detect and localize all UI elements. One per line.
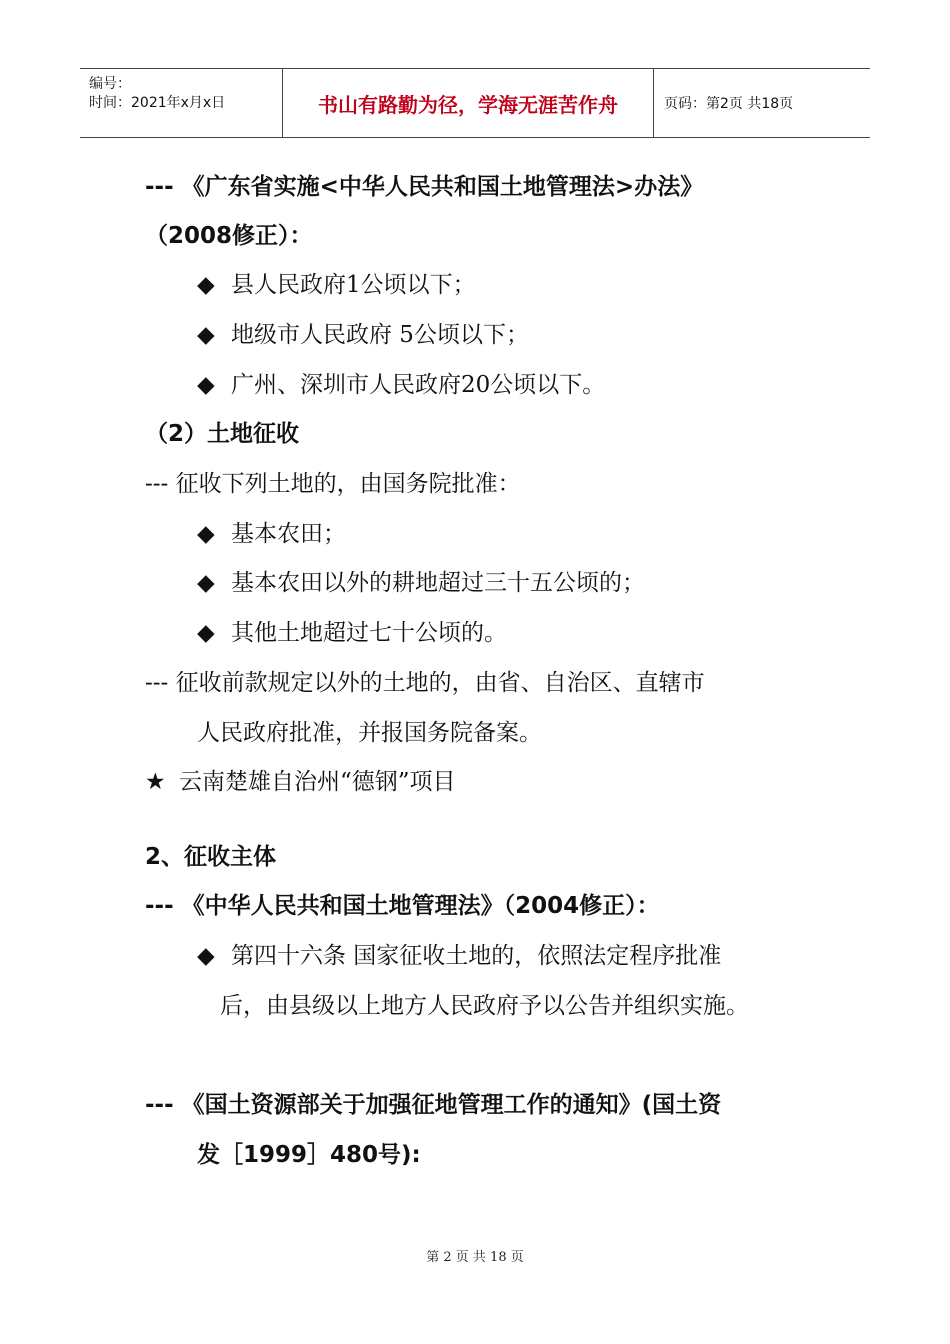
- diamond-icon: ◆: [197, 620, 215, 646]
- case-note-text: 云南楚雄自治州“德钢”项目: [179, 769, 456, 795]
- law-title-national: --- 《中华人民共和国土地管理法》（2004修正）：: [145, 893, 660, 919]
- list-item-text: 县人民政府1公顷以下；: [231, 272, 476, 298]
- list-item: [197, 618, 507, 648]
- paragraph: --- 征收前款规定以外的土地的，由省、自治区、直辖市: [145, 670, 705, 696]
- list-item: [197, 519, 346, 549]
- paragraph-continuation: 人民政府批准，并报国务院备案。: [197, 720, 542, 746]
- header-table: [80, 68, 870, 138]
- list-item: [197, 941, 721, 971]
- page-footer: 第 2 页 共 18 页: [426, 1250, 524, 1265]
- list-item-text: 其他土地超过七十公顷的。: [231, 620, 507, 646]
- list-item: [197, 270, 476, 300]
- section-heading-subject: 2、征收主体: [145, 844, 277, 870]
- law-title-notice: --- 《国土资源部关于加强征地管理工作的通知》(国土资: [145, 1092, 722, 1118]
- number-label: 编号：: [89, 76, 131, 92]
- list-item-text: 地级市人民政府 5公顷以下；: [231, 322, 529, 348]
- star-icon: ★: [145, 769, 166, 795]
- case-note: [145, 767, 456, 797]
- diamond-icon: ◆: [197, 521, 215, 547]
- diamond-icon: ◆: [197, 322, 215, 348]
- diamond-icon: ◆: [197, 372, 215, 398]
- list-item: [197, 568, 645, 598]
- header-page-label: 页码：第2页 共18页: [664, 96, 794, 112]
- list-item-text: 广州、深圳市人民政府20公顷以下。: [231, 372, 606, 398]
- list-item-text: 基本农田；: [231, 521, 346, 547]
- list-item: [197, 370, 605, 400]
- header-motto: 书山有路勤为径，学海无涯苦作舟: [283, 69, 654, 137]
- law-title-notice-number: 发［1999］480号):: [197, 1142, 421, 1168]
- list-item-text: 基本农田以外的耕地超过三十五公顷的；: [231, 570, 645, 596]
- law-title-guangdong: --- 《广东省实施<中华人民共和国土地管理法>办法》: [145, 174, 704, 200]
- paragraph: --- 征收下列土地的，由国务院批准：: [145, 471, 521, 497]
- law-title-guangdong-year: （2008修正）：: [145, 223, 313, 249]
- section-heading-land-acquisition: （2）土地征收: [145, 421, 300, 447]
- diamond-icon: ◆: [197, 943, 215, 969]
- list-item-continuation: 后，由县级以上地方人民政府予以公告并组织实施。: [220, 993, 749, 1019]
- list-item: [197, 320, 529, 350]
- list-item-text: 第四十六条 国家征收土地的，依照法定程序批准: [231, 943, 722, 969]
- header-meta-cell: [80, 69, 283, 137]
- time-label: 时间：2021年x月x日: [89, 95, 226, 111]
- diamond-icon: ◆: [197, 570, 215, 596]
- diamond-icon: ◆: [197, 272, 215, 298]
